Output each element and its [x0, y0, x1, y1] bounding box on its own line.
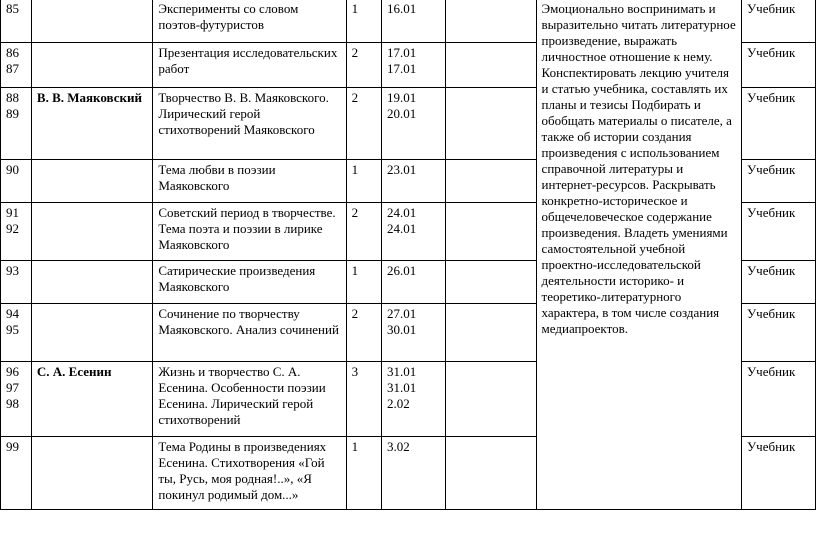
activities-description: Эмоционально воспринимать и выразительно читать литературное произведение, выражать личностное отношение к нему. Конспектировать лекцию учителя и статью учебника, составлять их планы и тезисы Подбирать и обобщать материалы о писателе, а также об истории создания произведения с использованием справочной литературы и интернет-ресурсов. Раскрывать конкретно-историческое и общечеловеческое содержание произведения. Владеть умениями самостоятельной учебной проектно-исследовательской деятельности историко- и теоретико-литературного характера, в том числе создания медиапроектов. [536, 0, 741, 510]
lesson-topic: Презентация исследовательских работ [153, 43, 346, 88]
lesson-number: 90 [1, 160, 32, 203]
empty-cell [446, 43, 537, 88]
author-cell [31, 203, 152, 261]
empty-cell [446, 437, 537, 510]
hours-count: 3 [346, 362, 381, 437]
lesson-dates: 27.01 30.01 [381, 304, 445, 362]
resource-form: Учебник [741, 160, 815, 203]
lesson-topic: Советский период в творчестве. Тема поэта и поэзии в лирике Маяковского [153, 203, 346, 261]
lesson-number: 91 92 [1, 203, 32, 261]
resource-form: Учебник [741, 362, 815, 437]
hours-count: 2 [346, 43, 381, 88]
empty-cell [446, 160, 537, 203]
lesson-dates: 3.02 [381, 437, 445, 510]
lesson-number: 86 87 [1, 43, 32, 88]
lesson-number: 88 89 [1, 88, 32, 160]
lesson-number: 96 97 98 [1, 362, 32, 437]
lesson-number: 99 [1, 437, 32, 510]
resource-form: Учебник [741, 88, 815, 160]
hours-count: 1 [346, 437, 381, 510]
hours-count: 2 [346, 203, 381, 261]
author-cell: С. А. Есенин [31, 362, 152, 437]
lesson-dates: 23.01 [381, 160, 445, 203]
lesson-topic: Тема Родины в произведениях Есенина. Стихотворения «Гой ты, Русь, моя родная!..», «Я покинул родимый дом...» [153, 437, 346, 510]
lesson-topic: Сатирические произведения Маяковского [153, 261, 346, 304]
empty-cell [446, 203, 537, 261]
author-cell [31, 437, 152, 510]
empty-cell [446, 0, 537, 43]
resource-form: Учебник [741, 261, 815, 304]
empty-cell [446, 362, 537, 437]
author-cell [31, 261, 152, 304]
resource-form: Учебник [741, 0, 815, 43]
lesson-dates: 26.01 [381, 261, 445, 304]
lesson-dates: 19.01 20.01 [381, 88, 445, 160]
resource-form: Учебник [741, 304, 815, 362]
author-cell [31, 0, 152, 43]
hours-count: 2 [346, 304, 381, 362]
resource-form: Учебник [741, 203, 815, 261]
author-cell [31, 304, 152, 362]
author-cell: В. В. Маяковский [31, 88, 152, 160]
lesson-number: 85 [1, 0, 32, 43]
table-row [1, 0, 816, 43]
hours-count: 1 [346, 261, 381, 304]
lesson-topic: Творчество В. В. Маяковского. Лирический герой стихотворений Маяковского [153, 88, 346, 160]
hours-count: 2 [346, 88, 381, 160]
lesson-dates: 16.01 [381, 0, 445, 43]
lesson-dates: 24.01 24.01 [381, 203, 445, 261]
empty-cell [446, 261, 537, 304]
lesson-topic: Сочинение по творчеству Маяковского. Анализ сочинений [153, 304, 346, 362]
lesson-topic: Эксперименты со словом поэтов-футуристов [153, 0, 346, 43]
empty-cell [446, 304, 537, 362]
author-cell [31, 160, 152, 203]
hours-count: 1 [346, 0, 381, 43]
lesson-topic: Жизнь и творчество С. А. Есенина. Особенности поэзии Есенина. Лирический герой стихотворений [153, 362, 346, 437]
hours-count: 1 [346, 160, 381, 203]
lesson-dates: 31.01 31.01 2.02 [381, 362, 445, 437]
lesson-number: 94 95 [1, 304, 32, 362]
resource-form: Учебник [741, 437, 815, 510]
lesson-number: 93 [1, 261, 32, 304]
lesson-topic: Тема любви в поэзии Маяковского [153, 160, 346, 203]
lesson-dates: 17.01 17.01 [381, 43, 445, 88]
empty-cell [446, 88, 537, 160]
author-cell [31, 43, 152, 88]
resource-form: Учебник [741, 43, 815, 88]
